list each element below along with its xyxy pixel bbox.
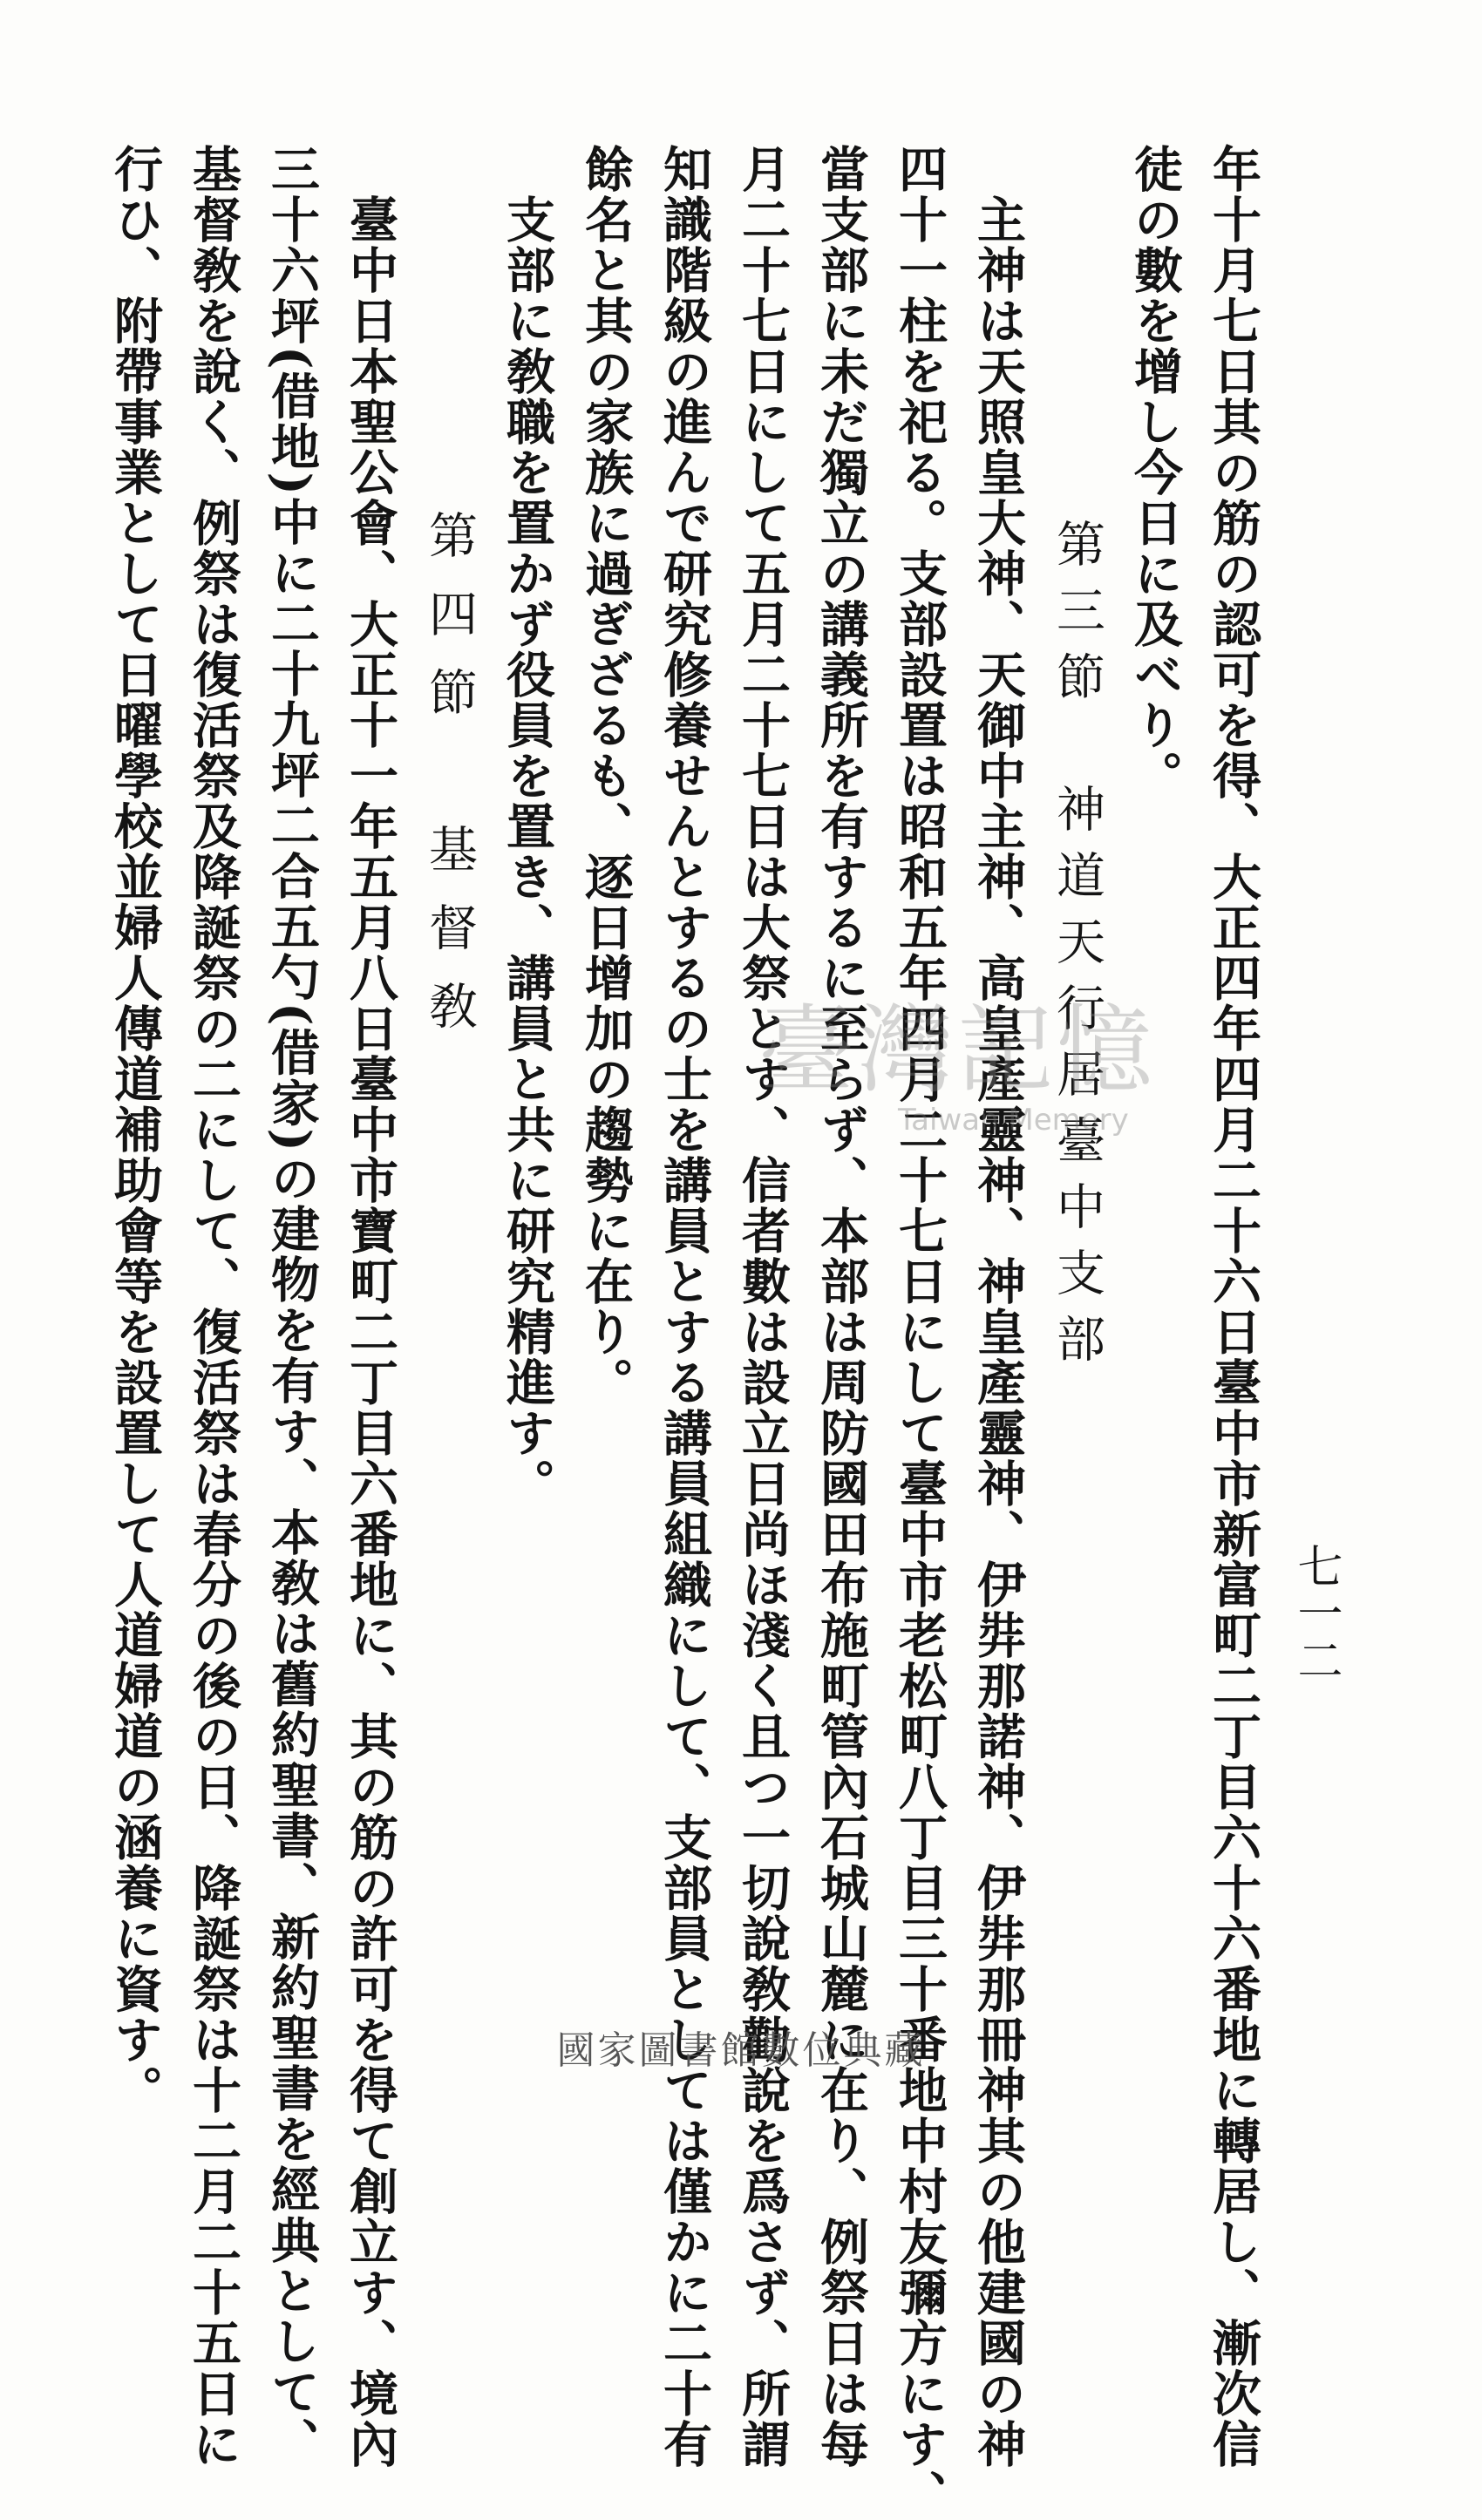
text-line: 餘名と其の家族に過ぎざるも、逐日增加の趨勢に在り。 [577, 144, 635, 1408]
text-line: 臺中日本聖公會、大正十一年五月八日臺中市寶町二丁目六番地に、其の筋の許可を得て創立す、境內 [342, 194, 399, 2469]
text-line: 三十六坪(借地)中に二十九坪二合五勺(借家)の建物を有す、本敎は舊約聖書、新約聖書を經典として、 [263, 144, 321, 2468]
text-line: 年十月七日其の筋の認可を得、大正四年四月二十六日臺中市新富町二丁目六十六番地に轉居し、漸次信 [1205, 144, 1262, 2469]
text-line: 當支部に未だ獨立の講義所を有するに至らず、本部は周防國田布施町管內石城山麓に在り、例祭日は每 [812, 144, 870, 2469]
text-line: 基督敎を說く、例祭は復活祭及降誕祭の二にして、復活祭は春分の後の日、降誕祭は十二月二十五日に [185, 144, 242, 2469]
text-line: 知識階級の進んで研究修養せんとするの士を講員とする講員組織にして、支部員としては僅かに二十有 [656, 144, 713, 2469]
watermark-text: 臺灣記憶 [758, 995, 1156, 1106]
text-line: 徒の數を增し今日に及べり。 [1126, 144, 1184, 801]
watermark-subtext: Taiwan Memory [898, 1103, 1129, 1138]
text-line: 月二十七日にして五月二十七日は大祭とす、信者數は設立日尚ほ淺く且つ一切說敎勸說を爲さず、所謂 [734, 144, 792, 2469]
text-line: 行ひ、附帶事業として日曜學校並婦人傳道補助會等を設置して人道婦道の涵養に資す。 [106, 144, 164, 2116]
text-line: 支部に敎職を置かず役員を置き、講員と共に研究精進す。 [499, 194, 556, 1509]
page-number: 七一二 [1289, 1543, 1342, 1684]
text-line: 主神は天照皇大神、天御中主神、高皇產靈神、神皇產靈神、伊弉那諾神、伊弉那冊神其の他建國の神 [969, 194, 1027, 2469]
footer-credit: 國家圖書館數位典藏 [556, 2028, 926, 2073]
text-line: 四十一柱を祀る。支部設置は昭和五年四月二十七日にして臺中市老松町八丁目三十番地中村友彌方にす、 [891, 144, 948, 2520]
section-heading-4: 第四節 基督敎 [421, 510, 478, 1059]
section-heading-3: 第三節 神道天行居臺中支部 [1049, 519, 1105, 1380]
